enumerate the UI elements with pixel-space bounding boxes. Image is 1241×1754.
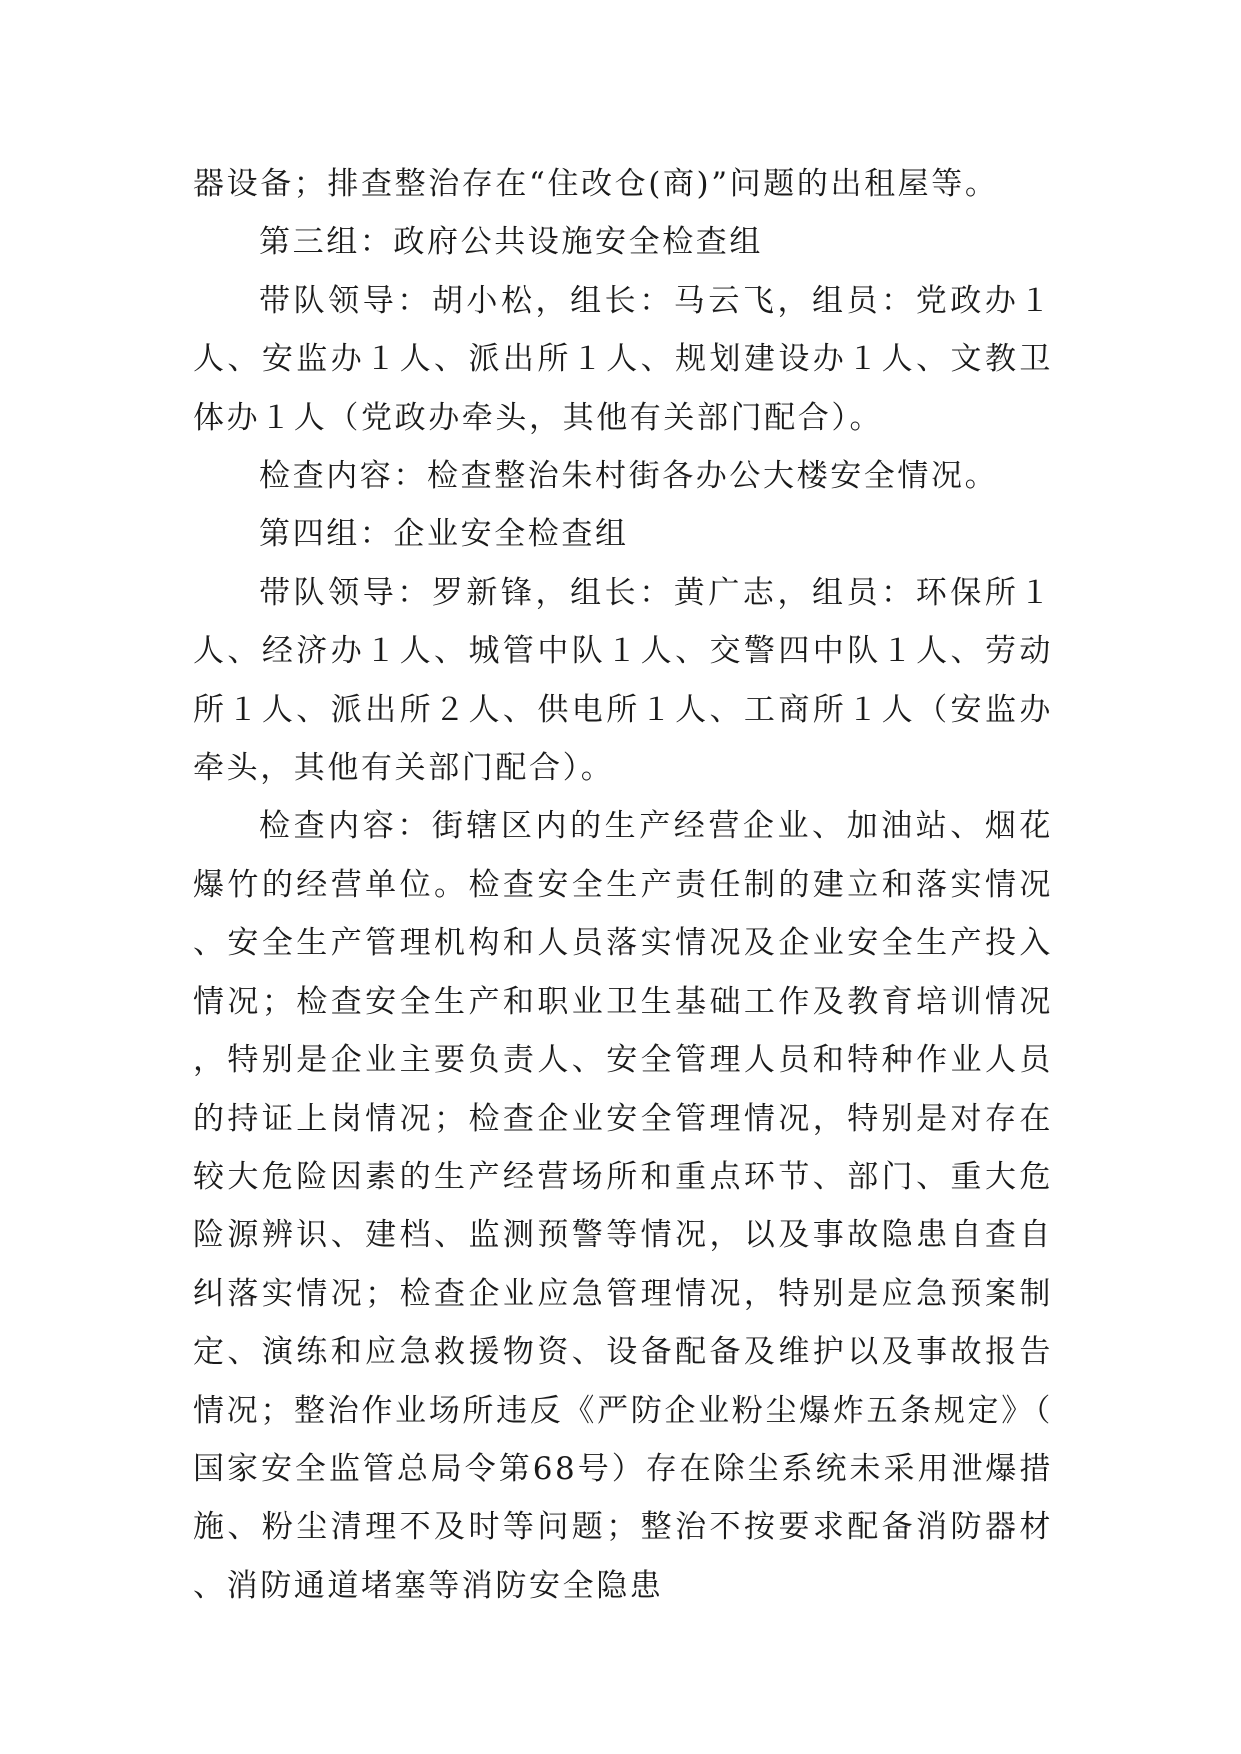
group-three-content: 检查内容：检查整治朱村街各办公大楼安全情况。: [259, 458, 999, 495]
group-three-members: 带队领导：胡小松，组长：马云飞，组员：党政办１人、安监办１人、派出所１人、规划建设办１人、文教卫体办１人（党政办牵头，其他有关部门配合）。: [193, 282, 1053, 436]
group-four-heading: 第四组：企业安全检查组: [259, 516, 629, 553]
group-four-content: 检查内容：街辖区内的生产经营企业、加油站、烟花爆竹的经营单位。检查安全生产责任制的建立和落实情况、安全生产管理机构和人员落实情况及企业安全生产投入情况；检查安全生产和职业卫生基础工作及教育培训情况，特别是企业主要负责人、安全管理人员和特种作业人员的持证上岗情况；检查企业安全管理情况，特别是对存在较大危险因素的生产经营场所和重点环节、部门、重大危险源辨识、建档、监测预警等情况，以及事故隐患自查自纠落实情况；检查企业应急管理情况，特别是应急预案制定、演练和应急救援物资、设备配备及维护以及事故报告情况；整治作业场所违反《严防企业粉尘爆炸五条规定》（国家安全监管总局令第68号）存在除尘系统未采用泄爆措施、粉尘清理不及时等问题；整治不按要求配备消防器材、消防通道堵塞等消防安全隐患: [193, 808, 1053, 1604]
group-four-members: 带队领导：罗新锋，组长：黄广志，组员：环保所１人、经济办１人、城管中队１人、交警四中队１人、劳动所１人、派出所２人、供电所１人、工商所１人（安监办牵头，其他有关部门配合）。: [193, 574, 1053, 787]
paragraph-continuation: 器设备；排查整治存在“住改仓(商)”问题的出租屋等。: [193, 166, 999, 202]
document-body: [193, 155, 1053, 1615]
group-three-heading: 第三组：政府公共设施安全检查组: [259, 224, 763, 261]
